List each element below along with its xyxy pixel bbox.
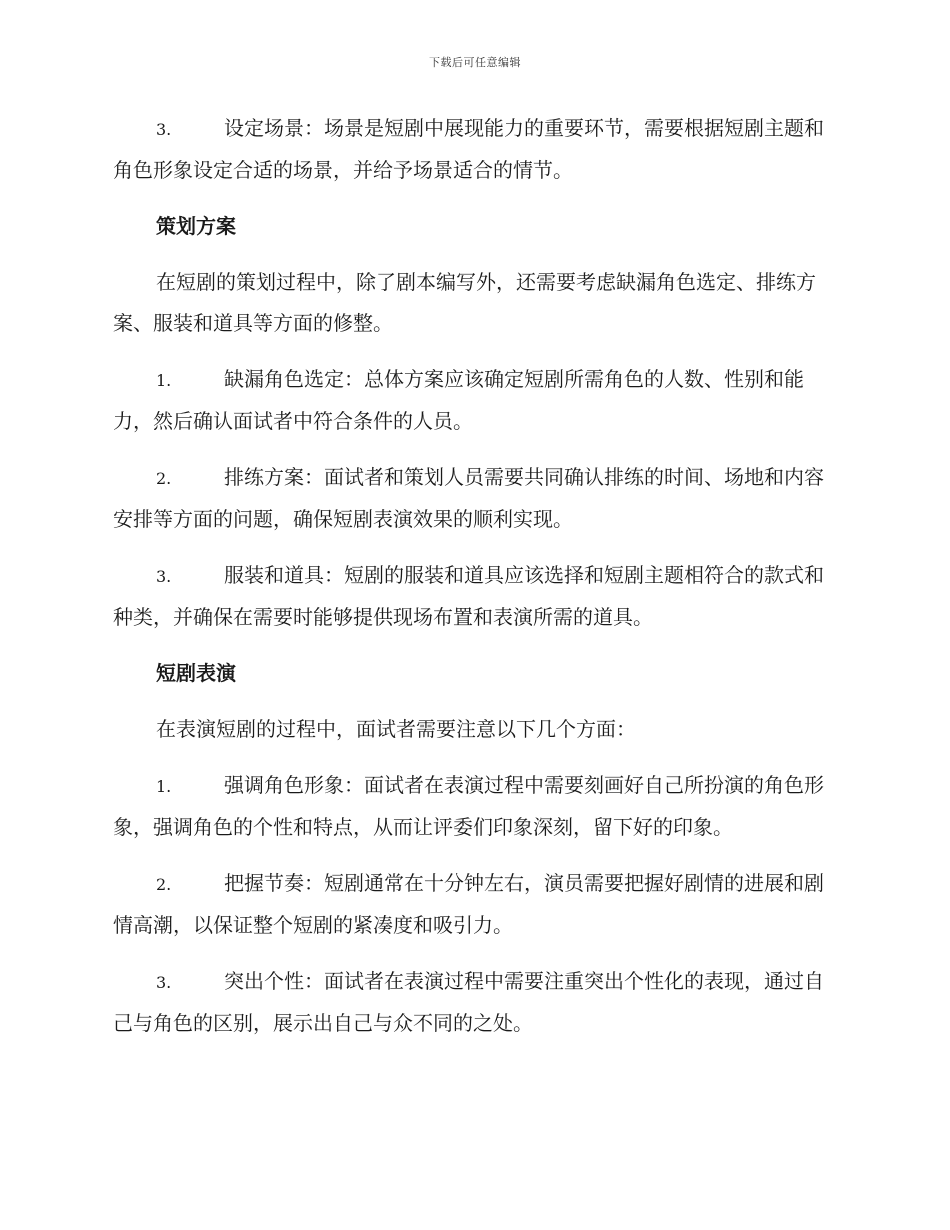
list-item-number: 1. <box>156 777 172 796</box>
list-item-number: 2. <box>156 875 172 894</box>
list-item-number: 3. <box>156 120 172 139</box>
section-heading: 短剧表演 <box>156 661 236 685</box>
page-header: 下载后可任意编辑 <box>429 56 521 69</box>
section-heading: 策划方案 <box>156 214 236 238</box>
list-item-text: 服装和道具：短剧的服装和道具应该选择和短剧主题相符合的款式和种类，并确保在需要时能够提供现场布置和表演所需的道具。 <box>113 563 824 629</box>
list-item <box>113 961 835 1044</box>
list-item-number: 1. <box>156 371 172 390</box>
document-body <box>113 108 835 1059</box>
list-item-text: 设定场景：场景是短剧中展现能力的重要环节，需要根据短剧主题和角色形象设定合适的场景，并给予场景适合的情节。 <box>113 116 824 182</box>
list-item-text: 突出个性：面试者在表演过程中需要注重突出个性化的表现，通过自己与角色的区别，展示出自己与众不同的之处。 <box>113 969 824 1035</box>
list-item-text: 强调角色形象：面试者在表演过程中需要刻画好自己所扮演的角色形象，强调角色的个性和特点，从而让评委们印象深刻，留下好的印象。 <box>113 773 824 839</box>
paragraph: 在短剧的策划过程中，除了剧本编写外，还需要考虑缺漏角色选定、排练方案、服装和道具等方面的修整。 <box>113 270 816 335</box>
list-item-text: 排练方案：面试者和策划人员需要共同确认排练的时间、场地和内容安排等方面的问题，确保短剧表演效果的顺利实现。 <box>113 465 824 531</box>
list-item <box>113 765 835 848</box>
list-item <box>113 555 835 638</box>
list-item-number: 3. <box>156 973 172 992</box>
list-item-text: 缺漏角色选定：总体方案应该确定短剧所需角色的人数、性别和能力，然后确认面试者中符合条件的人员。 <box>113 367 804 433</box>
list-item-text: 把握节奏：短剧通常在十分钟左右，演员需要把握好剧情的进展和剧情高潮，以保证整个短剧的紧凑度和吸引力。 <box>113 871 824 937</box>
list-item <box>113 359 835 442</box>
list-item-number: 2. <box>156 469 172 488</box>
list-item <box>113 457 835 540</box>
list-item <box>113 863 835 946</box>
list-item <box>113 108 835 191</box>
paragraph: 在表演短剧的过程中，面试者需要注意以下几个方面： <box>156 717 636 741</box>
list-item-number: 3. <box>156 567 172 586</box>
